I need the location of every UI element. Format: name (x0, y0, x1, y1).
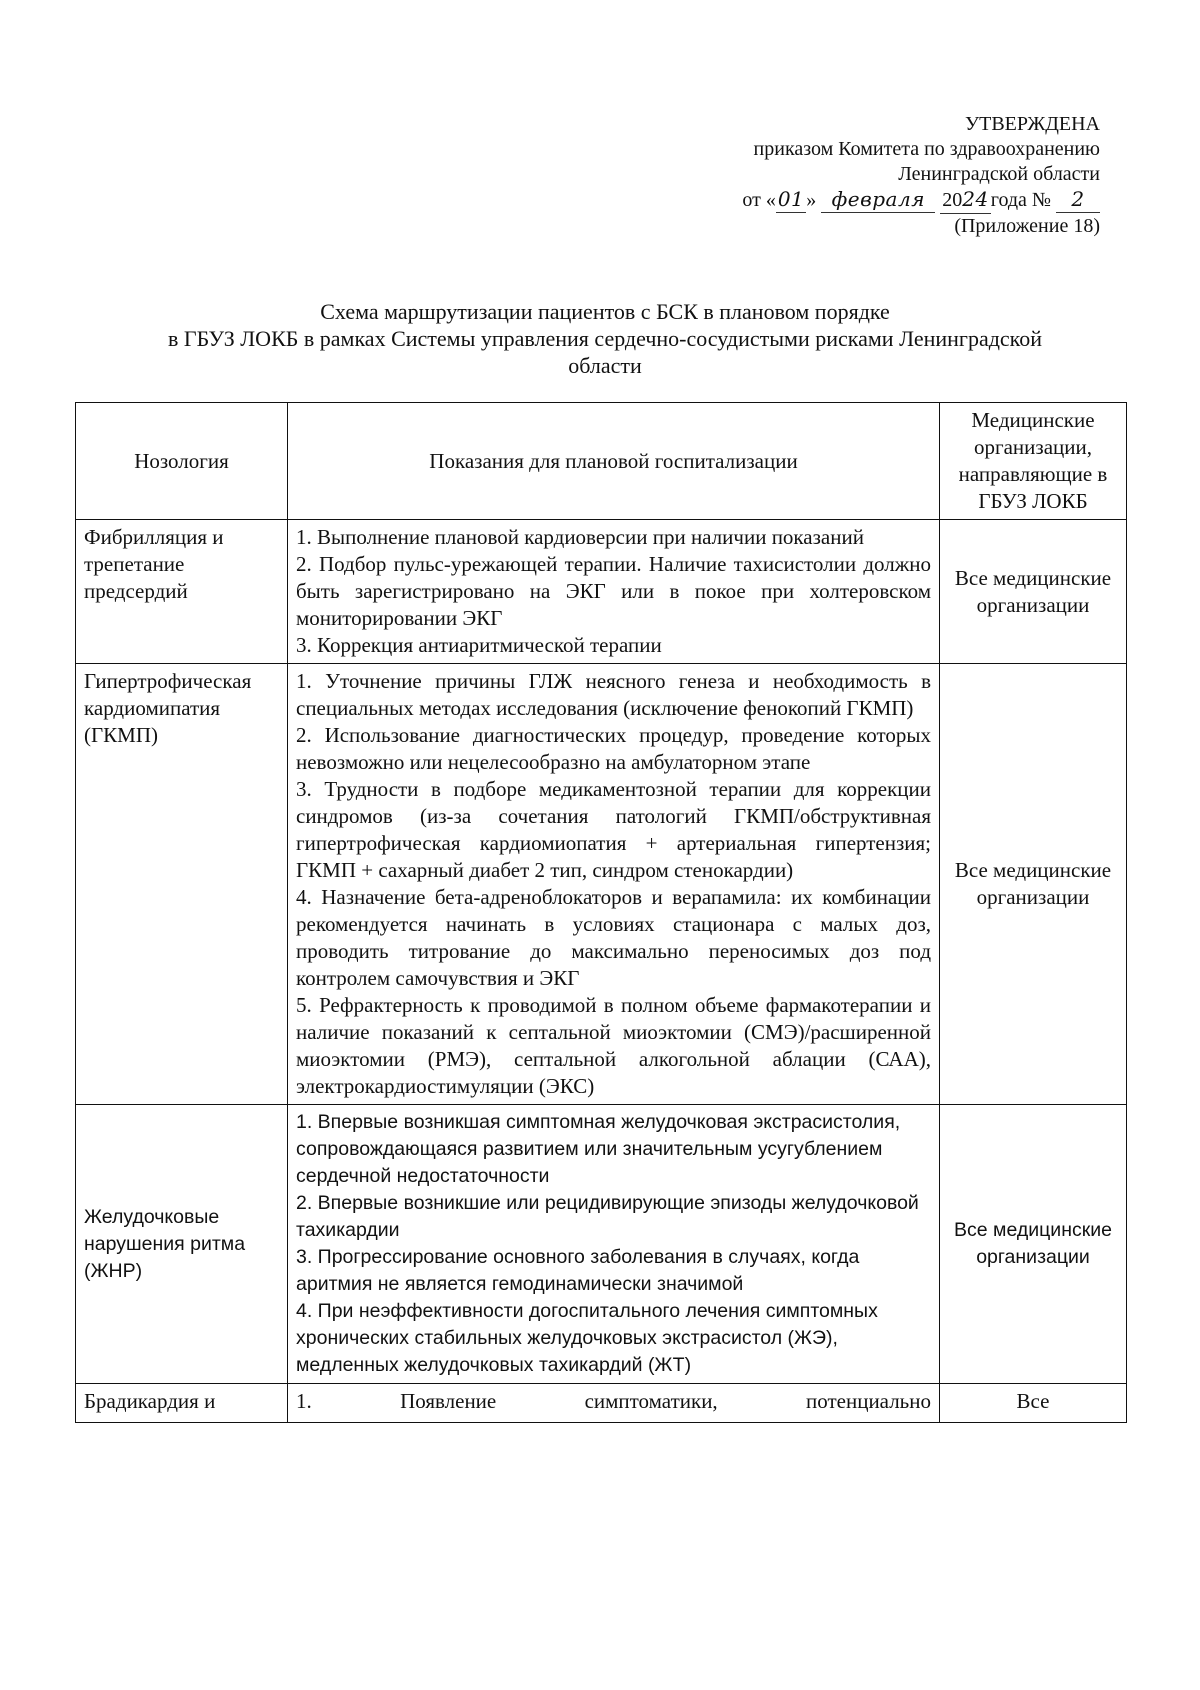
handwritten-number: 2 (1056, 187, 1100, 213)
indication-item: 4. Назначение бета-адреноблокаторов и верапамила: их комбинации рекомендуется начинать в условиях стационара с малых доз, проводить титрование до максимально переносимых доз под контролем самочувствия и ЭКГ (296, 885, 931, 990)
indication-item: 1. Выполнение плановой кардиоверсии при наличии показаний (296, 525, 864, 549)
indication-item: 4. При неэффективности догоспитального лечения симптомных хронических стабильных желудочковых экстрасистол (ЖЭ), медленных желудочковых тахикардий (ЖТ) (296, 1300, 878, 1376)
year-field (940, 187, 990, 214)
header-nosology: Нозология (76, 403, 288, 520)
document-title (115, 298, 1095, 379)
approval-line-1: приказом Комитета по здравоохранению (753, 138, 1100, 160)
header-orgs: Медицинские организации, направляющие в ГБУЗ ЛОКБ (940, 403, 1127, 520)
indication-item: 1. Уточнение причины ГЛЖ неясного генеза и необходимость в специальных методах исследования (исключение фенокопий ГКМП) (296, 669, 931, 720)
table-row (76, 1105, 1127, 1384)
title-line-3: области (568, 353, 642, 378)
indications-cell (288, 520, 940, 664)
indication-item: 2. Подбор пульс-урежающей терапии. Наличие тахисистолии должно быть зарегистрировано на ЭКГ или в покое при холтеровском мониторировании ЭКГ (296, 552, 931, 630)
date-prefix: от « (742, 189, 776, 211)
orgs-cell: Все медицинские организации (940, 1105, 1127, 1384)
indications-cell (288, 1105, 940, 1384)
routing-table (75, 402, 1127, 1423)
indication-item: 1. Появление симптоматики, потенциально (296, 1389, 931, 1413)
indication-item: 3. Коррекция антиаритмической терапии (296, 633, 662, 657)
table-header-row (76, 403, 1127, 520)
indication-item: 3. Прогрессирование основного заболевания в случаях, когда аритмия не является гемодинамически значимой (296, 1246, 860, 1295)
approval-line-2: Ленинградской области (898, 163, 1100, 185)
indication-item: 1. Впервые возникшая симптомная желудочковая экстрасистолия, сопровождающаяся развитием или значительным усугублением сердечной недостаточности (296, 1111, 901, 1187)
indications-cell (288, 1384, 940, 1423)
table-row (76, 664, 1127, 1105)
year-word: года № (990, 189, 1051, 211)
indications-cell (288, 664, 940, 1105)
title-line-2: в ГБУЗ ЛОКБ в рамках Системы управления сердечно-сосудистыми рисками Ленинградской (167, 326, 1043, 351)
handwritten-year: 24 (962, 187, 989, 211)
title-line-1: Схема маршрутизации пациентов с БСК в плановом порядке (320, 299, 890, 324)
nosology-cell: Гипертрофическая кардиомипатия (ГКМП) (76, 664, 288, 1105)
approval-status: УТВЕРЖДЕНА (964, 113, 1100, 135)
handwritten-day: 01 (777, 187, 805, 211)
indication-item: 3. Трудности в подборе медикаментозной терапии для коррекции синдромов (из-за сочетания патологий ГКМП/обструктивная гипертрофическая кардиомиопатия + артериальная гипертензия; ГКМП + сахарный диабет 2 тип, синдром стенокардии) (296, 777, 931, 882)
table-row (76, 520, 1127, 664)
appendix-label: (Приложение 18) (954, 215, 1100, 237)
orgs-cell: Все медицинские организации (940, 664, 1127, 1105)
indication-item: 5. Рефрактерность к проводимой в полном объеме фармакотерапии и наличие показаний к септальной миоэктомии (СМЭ)/расширенной миоэктомии (РМЭ), септальной алкогольной аблации (САА), электрокардиостимуляции (ЭКС) (296, 993, 931, 1098)
nosology-cell: Фибрилляция и трепетание предсердий (76, 520, 288, 664)
date-mid: » (806, 189, 817, 211)
nosology-cell: Желудочковые нарушения ритма (ЖНР) (76, 1105, 288, 1384)
header-indications: Показания для плановой госпитализации (288, 403, 940, 520)
approval-date-line (580, 187, 1100, 214)
indication-item: 2. Использование диагностических процедур, проведение которых невозможно или нецелесообразно на амбулаторном этапе (296, 723, 931, 774)
table-row (76, 1384, 1127, 1423)
indication-item: 2. Впервые возникшие или рецидивирующие эпизоды желудочковой тахикардии (296, 1192, 919, 1241)
nosology-cell: Брадикардия и (76, 1384, 288, 1423)
year-prefix: 20 (942, 189, 963, 211)
orgs-cell: Все медицинские организации (940, 520, 1127, 664)
orgs-cell: Все (940, 1384, 1127, 1423)
handwritten-month: февраля (821, 187, 935, 213)
approval-stamp-block (580, 112, 1100, 239)
